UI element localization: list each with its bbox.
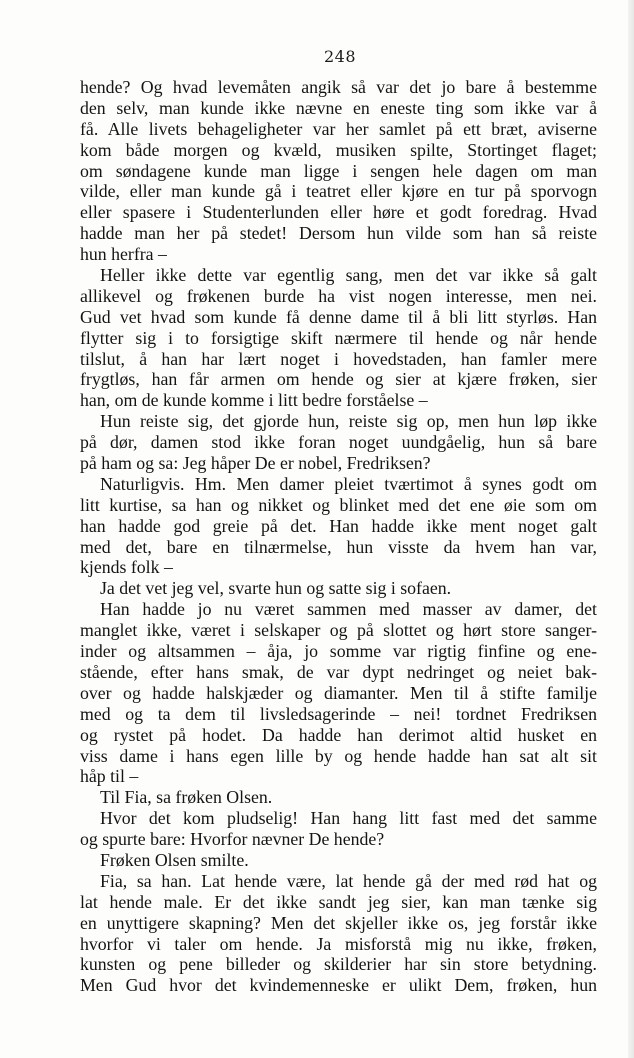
text-line: med og ta dem til livsledsagerinde – nei! tordnet Fredriksen [80, 703, 597, 724]
text-line: på ham og sa: Jeg håper De er nobel, Fredriksen? [80, 453, 431, 474]
text-line: og rystet på hodet. Da hadde han derimot altid husket en [80, 724, 597, 745]
text-line: håp til – [80, 766, 139, 787]
text-line: frygtløs, han får armen om hende og sier at kjære frøken, sier [80, 369, 597, 390]
text-line: hadde man her på stedet! Dersom hun vilde som han så reiste [80, 223, 597, 244]
text-line: eller spasere i Studenterlunden eller høre et godt foredrag. Hvad [80, 202, 597, 223]
text-line: Hun reiste sig, det gjorde hun, reiste sig op, men hun løp ikke [100, 411, 597, 432]
text-line: Men Gud hvor det kvindemenneske er ulikt Dem, frøken, hun [80, 975, 597, 996]
text-line: han, om de kunde komme i litt bedre forståelse – [80, 390, 428, 411]
text-line: kom både morgen og kvæld, musiken spilte, Stortinget flaget; [80, 139, 597, 160]
page-edge [628, 0, 634, 1058]
text-line: en unyttigere skapning? Men det skjeller ikke os, jeg forstår ikke [80, 912, 597, 933]
text-line: allikevel og frøkenen burde ha vist nogen interesse, men nei. [80, 285, 597, 306]
text-line: kjends folk – [80, 557, 173, 578]
text-line: over og hadde halskjæder og diamanter. Men til å stifte familje [80, 682, 597, 703]
text-line: tilslut, å han har lært noget i hovedstaden, han famler mere [80, 348, 597, 369]
text-line: stående, efter hans smak, de var dypt nedringet og neiet bak- [80, 661, 597, 682]
text-line: flytter sig i to forsigtige skift nærmere til hende og når hende [80, 327, 597, 348]
text-line: Han hadde jo nu været sammen med masser av damer, det [100, 599, 597, 620]
text-line: vilde, eller man kunde gå i teatret eller kjøre en tur på sporvogn [80, 181, 597, 202]
text-line: hvorfor vi taler om hende. Ja misforstå mig nu ikke, frøken, [80, 933, 597, 954]
text-line: Frøken Olsen smilte. [100, 849, 249, 870]
text-line: den selv, man kunde ikke nævne en eneste ting som ikke var å [80, 97, 597, 118]
text-line: om søndagene kunde man ligge i sengen hele dagen om man [80, 160, 597, 181]
text-line: han hadde god greie på det. Han hadde ikke ment noget galt [80, 515, 597, 536]
text-line: viss dame i hans egen lille by og hende hadde han sat alt sit [80, 745, 597, 766]
text-line: og spurte bare: Hvorfor nævner De hende? [80, 829, 385, 850]
text-line: kunsten og pene billeder og skilderier har sin store betydning. [80, 954, 597, 975]
text-line: på dør, damen stod ikke foran noget uundgåelig, hun så bare [80, 432, 597, 453]
text-line: få. Alle livets behageligheter var her samlet på ett bræt, aviserne [80, 118, 597, 139]
body-text [80, 77, 597, 996]
text-line: hende? Og hvad levemåten angik så var det jo bare å bestemme [80, 77, 597, 97]
text-line: Hvor det kom pludselig! Han hang litt fast med det samme [100, 808, 597, 829]
text-line: Fia, sa han. Lat hende være, lat hende gå der med rød hat og [100, 870, 597, 891]
text-line: manglet ikke, været i selskaper og på slottet og hørt store sanger- [80, 620, 597, 641]
text-line: med det, bare en tilnærmelse, hun visste da hvem han var, [80, 536, 597, 557]
text-line: hun herfra – [80, 244, 167, 265]
text-line: Naturligvis. Hm. Men damer pleiet tværtimot å synes godt om [100, 473, 597, 494]
text-line: Gud vet hvad som kunde få denne dame til å bli litt styrløs. Han [80, 306, 597, 327]
text-line: Heller ikke dette var egentlig sang, men det var ikke så galt [100, 265, 597, 286]
page-number: 248 [323, 47, 357, 66]
text-line: lat hende male. Er det ikke sandt jeg sier, kan man tænke sig [80, 891, 597, 912]
text-line: inder og altsammen – åja, jo somme var rigtig finfine og ene- [80, 641, 597, 662]
text-line: litt kurtise, sa han og nikket og blinket med det ene øie som om [80, 494, 597, 515]
text-line: Ja det vet jeg vel, svarte hun og satte sig i sofaen. [100, 578, 452, 599]
text-line: Til Fia, sa frøken Olsen. [100, 787, 273, 808]
